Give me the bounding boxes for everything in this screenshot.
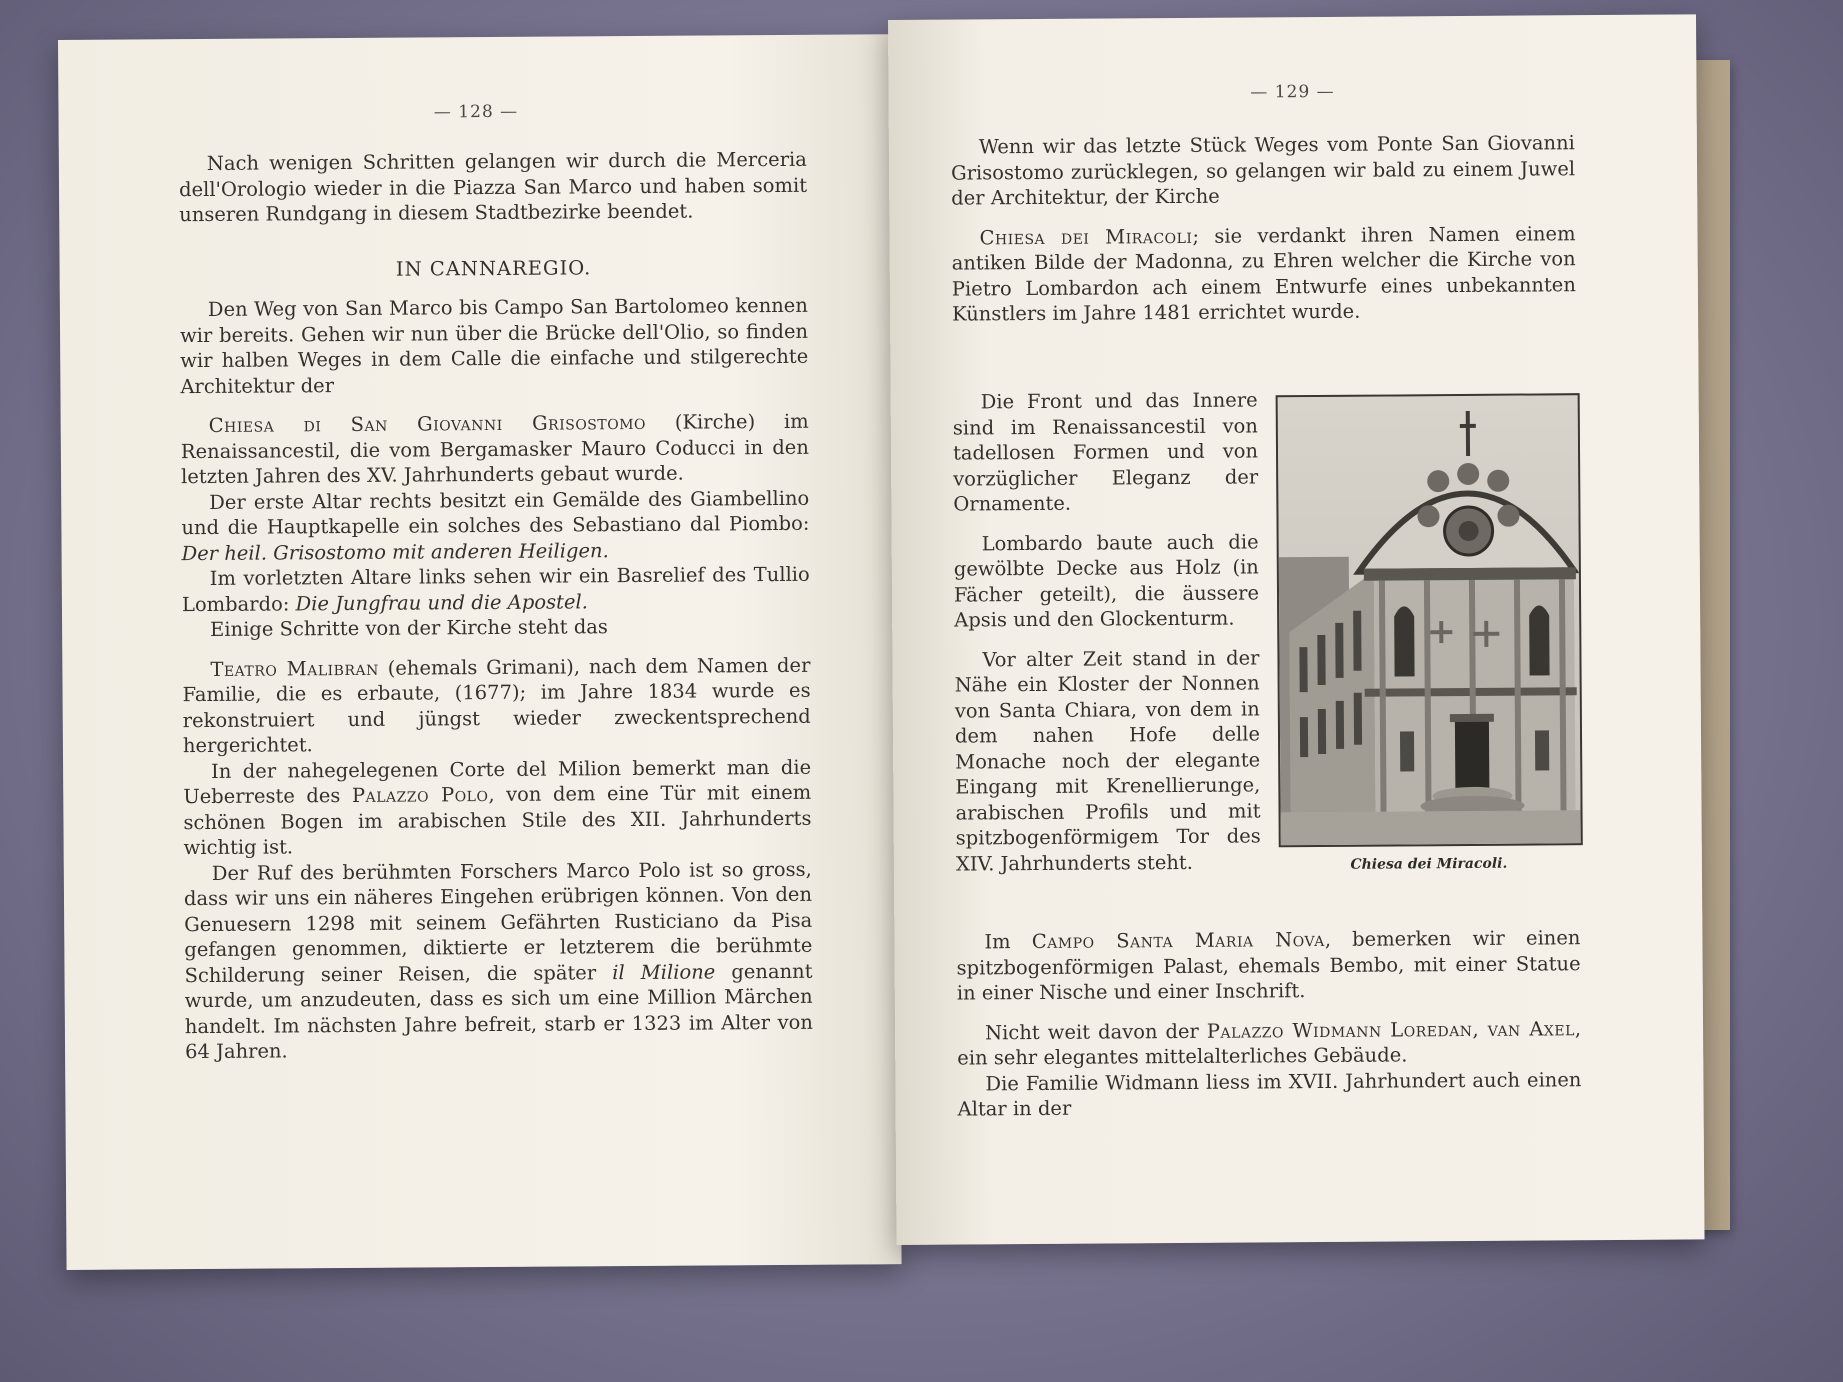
artwork-title: Der heil. Grisostomo mit anderen Heiligen. xyxy=(181,538,609,565)
paragraph xyxy=(183,754,812,860)
book-title: il Milione xyxy=(612,959,716,984)
palace-name: Palazzo Widmann Loredan, van Axel xyxy=(1206,1016,1575,1043)
paragraph-text: , ein sehr elegantes mittelalterliches Gebäude. xyxy=(957,1016,1582,1070)
paragraph: Die Front und das Innere sind im Renaissancestil von tadellosen Formen und von vorzüglicher Eleganz der Ornamente. xyxy=(952,388,1259,516)
paragraph-text: genannt wurde, um anzudeuten, dass es sich um eine Million Märchen handelt. Im nächsten Jahre befreit, starb er 1323 im Alter von 64 Jahren. xyxy=(184,959,813,1064)
paragraph-text: , bemerken wir einen spitzbogenförmigen Palast, ehemals Bembo, mit einer Statue in einer Nische und einer Inschrift. xyxy=(956,926,1581,1005)
paragraph xyxy=(956,925,1581,1006)
paragraph xyxy=(181,485,810,566)
photo-caption: Chiesa dei Miracoli. xyxy=(1350,855,1508,873)
paragraph-text: , von dem eine Tür mit einem schönen Bogen im arabischen Stile des XII. Jahrhunderts wichtig ist. xyxy=(183,780,812,860)
page-number: — 129 — xyxy=(1250,81,1335,103)
right-page-top-text xyxy=(951,130,1576,327)
paragraph-text: ; sie verdankt ihren Namen einem antiken Bilde der Madonna, zu Ehren welcher die Kirche von Pietro Lombardon ach einem Entwurfe eines unbekannten Künstlers im Jahre 1481 errichtet wurde. xyxy=(951,221,1576,326)
paragraph-text: Im vorletzten Altare links sehen wir ein Basrelief des Tullio Lombardo: xyxy=(181,562,810,616)
church-name: Chiesa di San Giovanni Grisostomo xyxy=(208,410,647,437)
paragraph: Vor alter Zeit stand in der Nähe ein Kloster der Nonnen von Santa Chiara, von dem in dem nahen Hofe delle Monache noch der elegante Eingang mit Krenellierunge, arabischen Profils und mit spitzbogenförmigem Tor des XIV. Jahrhunderts steht. xyxy=(954,645,1261,876)
right-page-bottom-text xyxy=(956,925,1581,1122)
paragraph: Den Weg von San Marco bis Campo San Bartolomeo kennen wir bereits. Gehen wir nun über die Brücke dell'Olio, so finden wir halben Weges in dem Calle die einfache und stilgerechte Architektur der xyxy=(179,293,809,398)
paragraph: Nach wenigen Schritten gelangen wir durch die Merceria dell'Orologio wieder in die Piazza San Marco und haben somit unseren Rundgang in diesem Stadtbezirke beendet. xyxy=(178,147,808,227)
left-page xyxy=(58,34,902,1270)
paragraph xyxy=(951,221,1576,327)
right-page xyxy=(888,14,1705,1245)
paragraph xyxy=(184,856,813,1064)
paragraph: Lombardo baute auch die gewölbte Decke aus Holz (in Fächer geteilt), die äussere Apsis und den Glockenturm. xyxy=(953,529,1260,632)
church-name: Chiesa dei Miracoli xyxy=(979,224,1193,249)
paragraph xyxy=(182,562,810,617)
page-number: — 128 — xyxy=(433,101,519,123)
paragraph xyxy=(181,409,810,490)
paragraph: Die Familie Widmann liess im XVII. Jahrhundert auch einen Altar in der xyxy=(957,1067,1582,1121)
campo-name: Campo Santa Maria Nova xyxy=(1031,927,1325,954)
paragraph-text: (ehemals Grimani), nach dem Namen der Familie, die es erbaute, (1677); im Jahre 1834 wurde es rekonstruiert und jüngst wieder zweckentsprechend hergerichtet. xyxy=(182,653,811,758)
paragraph: Wenn wir das letzte Stück Weges vom Ponte San Giovanni Grisostomo zurücklegen, so gelangen wir bald zu einem Juwel der Architektur, der Kirche xyxy=(950,131,1576,210)
paragraph xyxy=(957,1016,1581,1071)
theatre-name: Teatro Malibran xyxy=(210,656,379,681)
artwork-title: Die Jungfrau und die Apostel. xyxy=(295,589,588,615)
right-page-wrapped-text xyxy=(953,387,1261,876)
paragraph-text: Der erste Altar rechts besitzt ein Gemälde des Giambellino und die Hauptkapelle ein solches des Sebastiano dal Piombo: xyxy=(181,486,810,540)
paragraph xyxy=(182,652,811,758)
paragraph-text: In der nahegelegenen Corte del Milion bemerkt man die Ueberreste des xyxy=(183,755,812,809)
church-photo xyxy=(1276,393,1583,847)
paragraph-text: Im xyxy=(984,930,1011,954)
section-heading: IN CANNAREGIO. xyxy=(395,255,592,281)
church-illustration xyxy=(1278,395,1581,845)
left-page-text xyxy=(179,147,813,1065)
paragraph-text: (Kirche) im Renaissancestil, die vom Bergamasker Mauro Coducci in den letzten Jahren des XV. Jahrhunderts gebaut wurde. xyxy=(180,409,809,489)
paragraph-text: Der Ruf des berühmten Forschers Marco Polo ist so gross, dass wir uns ein näheres Eingehen erübrigen können. Von den Genuesern 1298 mit seinem Gefährten Rusticiano da Pisa gefangen genommen, diktierte er letzterem die berühmte Schilderung seiner Reisen, die später xyxy=(183,857,813,987)
paragraph: Einige Schritte von der Kirche steht das xyxy=(210,615,608,641)
palace-name: Palazzo Polo xyxy=(351,783,489,807)
paragraph-text: Nicht weit davon der xyxy=(984,1019,1199,1044)
